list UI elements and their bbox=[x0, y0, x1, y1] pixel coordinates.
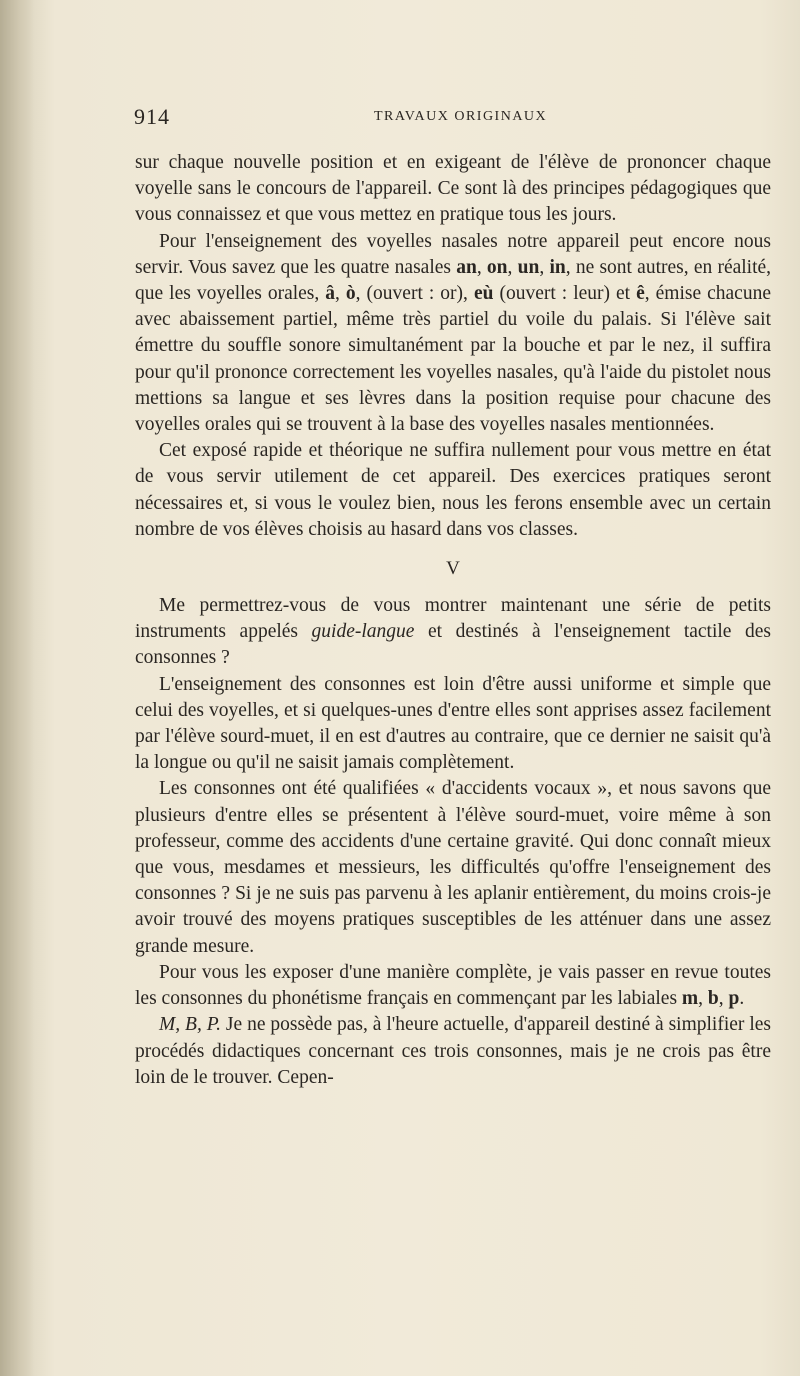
paragraph-4 bbox=[135, 593, 771, 672]
text-run: , bbox=[698, 988, 708, 1010]
nasal-in: in bbox=[549, 256, 566, 278]
body-text bbox=[135, 150, 771, 1091]
term-guide-langue: guide-langue bbox=[311, 621, 415, 643]
nasal-an: an bbox=[456, 256, 477, 278]
text-run: , bbox=[335, 283, 346, 305]
text-run: Je ne possède pas, à l'heure actuelle, d'appareil destiné à simplifier les procédés didactiques concernant ces trois consonnes, mais je ne crois pas être loin de le trouver. Cepen- bbox=[135, 1014, 771, 1088]
text-run: , émise chacune avec abaissement partiel, même très partiel du voile du palais. Si l'élève sait émettre du souffle sonore simultanément par la bouche et par le nez, il suffira pour qu'il prononce correctement les voyelles nasales, qu'à l'aide du pistolet nous mettions sa langue et ses lèvres dans la position requise pour chacune des voyelles orales qui se trouvent à la base des voyelles nasales mentionnées. bbox=[135, 283, 771, 436]
paragraph-6: Les consonnes ont été qualifiées « d'accidents vocaux », et nous savons que plusieurs d'entre elles se présentent à l'élève sourd-muet, voire même à son professeur, comme des accidents d'une certaine gravité. Qui donc connaît mieux que vous, mesdames et messieurs, les difficultés qu'offre l'enseignement des consonnes ? Si je ne suis pas parvenu à les aplanir entièrement, du moins crois-je avoir trouvé des moyens pratiques susceptibles de les atténuer dans une assez grande mesure. bbox=[135, 778, 771, 957]
text-run: Pour vous les exposer d'une manière complète, je vais passer en revue toutes les consonnes du phonétisme français en commençant par les labiales bbox=[135, 961, 771, 1010]
text-run: . bbox=[739, 988, 745, 1010]
page-header bbox=[134, 104, 770, 134]
nasal-un: un bbox=[517, 256, 540, 278]
paragraph-1: sur chaque nouvelle position et en exigeant de l'élève de prononcer chaque voyelle sans le concours de l'appareil. Ce sont là des principes pédagogiques que vous connaissez et que vous mettez en pratique tous les jours. bbox=[135, 152, 771, 226]
text-run: , ne sont autres, en réalité, que les voyelles orales, bbox=[135, 256, 772, 305]
vowel-eu: eù bbox=[473, 283, 494, 305]
paragraph-2 bbox=[135, 229, 771, 439]
vowel-a: â bbox=[325, 283, 336, 305]
vowel-e: ê bbox=[636, 283, 645, 305]
paragraph-5: L'enseignement des consonnes est loin d'être aussi uniforme et simple que celui des voyelles, et si quelques-unes d'entre elles sont apprises assez facilement par l'élève sourd-muet, il en est d'autres au contraire, que ce dernier ne saisit qu'à la longue ou qu'il ne saisit jamais complètement. bbox=[135, 673, 771, 774]
paragraph-8 bbox=[135, 1012, 771, 1091]
text-run: , bbox=[507, 256, 518, 278]
text-run: (ouvert : leur) et bbox=[493, 283, 637, 305]
page-gutter-shadow bbox=[0, 0, 34, 1376]
paragraph-3: Cet exposé rapide et théorique ne suffira nullement pour vous mettre en état de vous servir utilement de cet appareil. Des exercices pratiques seront nécessaires et, si vous le voulez bien, nous les ferons ensemble avec un certain nombre de vos élèves choisis au hasard dans vos classes. bbox=[135, 440, 771, 540]
running-title: TRAVAUX ORIGINAUX bbox=[374, 109, 548, 124]
vowel-o: ò bbox=[345, 283, 356, 305]
text-run: et destinés à l'enseignement tactile des consonnes ? bbox=[135, 621, 771, 669]
consonant-p: p bbox=[728, 988, 740, 1010]
consonant-b: b bbox=[707, 988, 719, 1010]
section-heading: V bbox=[446, 558, 460, 580]
page-number: 914 bbox=[134, 104, 170, 129]
text-run: Pour l'enseignement des voyelles nasales notre appareil peut encore nous servir. Vous savez que les quatre nasales bbox=[135, 230, 771, 278]
letters-mbp: M, B, P. bbox=[159, 1014, 221, 1036]
text-run: Me permettrez-vous de vous montrer maintenant une série de petits instruments appelés bbox=[135, 595, 771, 643]
text-run: , bbox=[476, 256, 487, 278]
nasal-on: on bbox=[486, 256, 508, 278]
text-run: , bbox=[718, 988, 729, 1010]
consonant-m: m bbox=[681, 988, 699, 1010]
text-run: , (ouvert : or), bbox=[355, 283, 474, 305]
text-run: , bbox=[539, 256, 550, 278]
paragraph-7 bbox=[135, 960, 771, 1012]
